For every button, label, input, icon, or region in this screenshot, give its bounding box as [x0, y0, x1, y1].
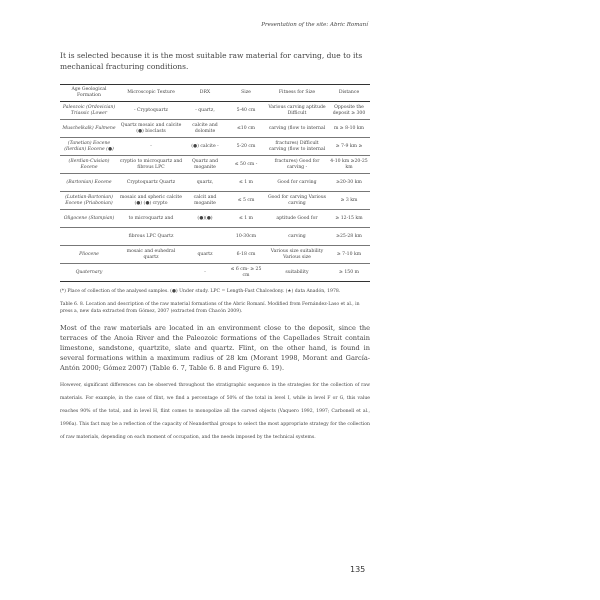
table-cell: 10-30cm	[226, 228, 266, 246]
table-footnote: (*) Place of collection of the analysed samples. (●) Under study. LPC = Length-Fast Chalcedony. (★) data Anadón, 1978.	[60, 289, 341, 294]
col-header: Size	[226, 85, 266, 102]
table-cell: ≥ 7-9 km ≥	[328, 138, 370, 156]
table-cell: 5-40 cm	[226, 102, 266, 120]
col-header: Microscopic Texture	[118, 85, 184, 102]
table-cell	[118, 264, 184, 282]
table-cell: carving (flow to internal	[266, 120, 328, 138]
table-cell: ≤ 50 cm -	[226, 156, 266, 174]
table-cell: mosaic and spheric calcite (●) (●) crypto	[118, 192, 184, 210]
table-cell: calcite and dolomite	[184, 120, 226, 138]
col-header: Distance	[328, 85, 370, 102]
table-cell: (Ilerdian-Cuisian) Eocene	[60, 156, 118, 174]
table-row	[60, 192, 370, 210]
table-cell: 4-10 km ≥20-25 km	[328, 156, 370, 174]
table-cell: Paleozoic (Ordovician) Triassic (Lower	[60, 102, 118, 120]
table-cell: suitability	[266, 264, 328, 282]
table-caption: Table 6. 8. Location and description of the raw material formations of the Abric Romaní. Modified from Fernández-Laso et al., in press a, new data extracted from Gómez, 2007 (extracted from Chacón 2009).	[60, 302, 360, 314]
table-cell: Good for carving Various carving	[266, 192, 328, 210]
table-cell: Cryptoquartz Quartz	[118, 174, 184, 192]
table-cell: Opposite the deposit ≥ 300	[328, 102, 370, 120]
table-cell: fibrous LPC Quartz	[118, 228, 184, 246]
table-cell: fractures) Good for carving -	[266, 156, 328, 174]
table-cell: quartz,	[184, 174, 226, 192]
table-cell: ≥20-30 km	[328, 174, 370, 192]
col-header: Age Geological Formation	[60, 85, 118, 102]
table-row	[60, 156, 370, 174]
table-cell: Pliocene	[60, 246, 118, 264]
table-cell: Good for carving	[266, 174, 328, 192]
col-header: DRX	[184, 85, 226, 102]
table-cell: aptitude Good for	[266, 210, 328, 228]
table-cell: - Cryptoquartz	[118, 102, 184, 120]
table-cell: to microquartz and	[118, 210, 184, 228]
table-cell: Various carving aptitude Difficult	[266, 102, 328, 120]
table-cell: (●)(●)	[184, 210, 226, 228]
table-row	[60, 246, 370, 264]
running-header: Presentation of the site: Abric Romaní	[261, 22, 368, 28]
table-cell: Muschelkalk) Fulmene	[60, 120, 118, 138]
table-cell: (Tanetian) Eocene (Ilerdian) Eocene (●)	[60, 138, 118, 156]
table-cell	[184, 228, 226, 246]
raw-material-table	[60, 84, 370, 282]
table-cell: ≥ 7-10 km	[328, 246, 370, 264]
table-cell: fractures) Difficult carving (flow to internal	[266, 138, 328, 156]
table-cell: mosaic and euhedral quartz	[118, 246, 184, 264]
table-cell: ≤ 5 cm	[226, 192, 266, 210]
table-cell: quartz	[184, 246, 226, 264]
table-cell: 6-18 cm	[226, 246, 266, 264]
table-cell: 5-20 cm	[226, 138, 266, 156]
body-paragraph-small: However, significant differences can be observed throughout the stratigraphic sequence in the strategies for the collection of raw materials. For example, in the case of flint, we find a percentage of 50% of the total in level I, while in level F or G, this value reaches 90% of the total, and in level H, flint comes to monopolize all the carved objects (Vaquero 1992, 1997; Carbonell et al., 1996a). This fact may be a reflection of the capacity of Neanderthal groups to select the most appropriate strategy for the collection of raw materials, depending on each moment of occupation, and the needs imposed by the technical systems.	[60, 383, 370, 440]
table-cell: m ≥ 8-10 km	[328, 120, 370, 138]
table-cell: ≤10 cm	[226, 120, 266, 138]
table-cell: carving	[266, 228, 328, 246]
table-cell: ≥ 12-15 km	[328, 210, 370, 228]
intro-paragraph: It is selected because it is the most suitable raw material for carving, due to its mechanical fracturing conditions.	[60, 51, 363, 71]
table-cell: (Bartonian) Eocene	[60, 174, 118, 192]
table-row	[60, 264, 370, 282]
table-cell: cryptio to microquartz and fibrous LPC	[118, 156, 184, 174]
table-row	[60, 174, 370, 192]
table-cell: Quartz and moganite	[184, 156, 226, 174]
table-cell: ≤ 6 cm- ≥ 25 cm	[226, 264, 266, 282]
table-cell: (●) calcite -	[184, 138, 226, 156]
table-cell: ≥ 3 km	[328, 192, 370, 210]
table-cell: ≥ 150 m	[328, 264, 370, 282]
table-cell: calcit and moganite	[184, 192, 226, 210]
table-cell: Oligocene (Stampian)	[60, 210, 118, 228]
table-cell: Quartz mosaic and calcite (●) bioclasts	[118, 120, 184, 138]
table-cell: ≥25-28 km	[328, 228, 370, 246]
table-cell	[60, 228, 118, 246]
table-cell: -	[184, 264, 226, 282]
table-cell: Quaternary	[60, 264, 118, 282]
table-row	[60, 102, 370, 120]
table-row	[60, 120, 370, 138]
table-cell: Various size suitability Various size	[266, 246, 328, 264]
table-row	[60, 138, 370, 156]
table-cell: ≤ 1 m	[226, 174, 266, 192]
body-paragraph: Most of the raw materials are located in an environment close to the deposit, since the terraces of the Anoia River and the Paleozoic formations of the Capellades Strait contain limestone, sandstone, quartzite, slate and quartz. Flint, on the other hand, is found in several formations within a maximum radius of 28 km (Morant 1998, Morant and García-Antón 2000; Gómez 2007) (Table 6. 7, Table 6. 8 and Figure 6. 19).	[60, 324, 370, 372]
page-number: 135	[350, 565, 366, 574]
table-row	[60, 228, 370, 246]
col-header: Fitness for Size	[266, 85, 328, 102]
table-header-row	[60, 85, 370, 102]
table-cell: (Lutetian-Bartonian) Eocene (Priabonian)	[60, 192, 118, 210]
table-cell: - quartz,	[184, 102, 226, 120]
table-cell: -	[118, 138, 184, 156]
table-cell: ≤ 1 m	[226, 210, 266, 228]
table-row	[60, 210, 370, 228]
